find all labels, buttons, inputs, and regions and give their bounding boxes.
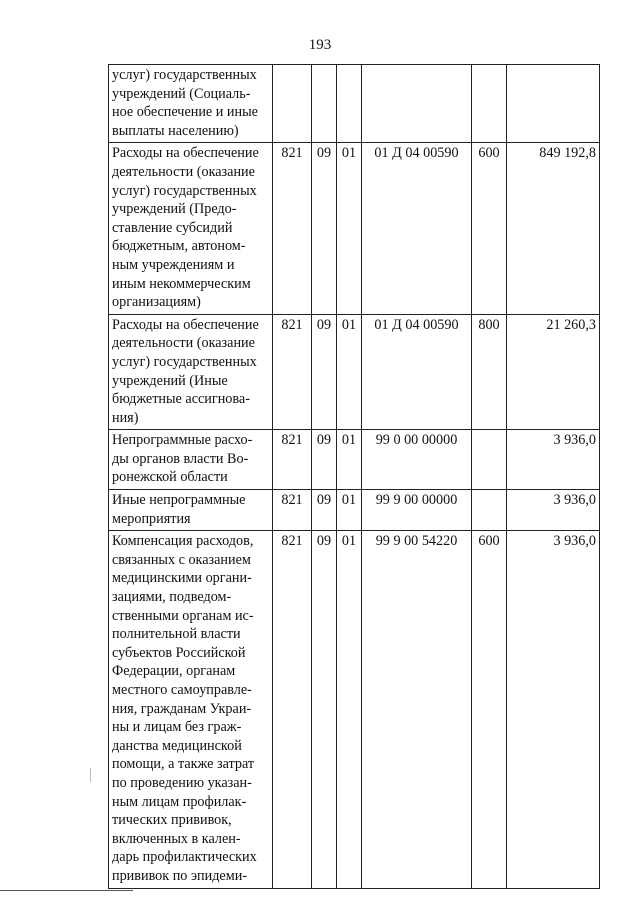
amount-cell bbox=[507, 65, 600, 143]
target-article-cell: 99 9 00 00000 bbox=[362, 490, 472, 531]
section-code-cell: 09 bbox=[312, 531, 337, 888]
section-code-cell: 09 bbox=[312, 490, 337, 531]
expense-type-cell bbox=[472, 430, 507, 490]
amount-cell: 3 936,0 bbox=[507, 490, 600, 531]
page-number: 193 bbox=[308, 37, 332, 53]
expense-type-cell bbox=[472, 65, 507, 143]
subsection-code-cell: 01 bbox=[337, 314, 362, 430]
section-code-cell bbox=[312, 65, 337, 143]
admin-code-cell: 821 bbox=[273, 314, 312, 430]
expense-name-cell: Иные непрограммные мероприятия bbox=[109, 490, 273, 531]
admin-code-cell bbox=[273, 65, 312, 143]
admin-code-cell: 821 bbox=[273, 430, 312, 490]
amount-cell: 3 936,0 bbox=[507, 531, 600, 888]
table-row bbox=[109, 531, 600, 888]
section-code-cell: 09 bbox=[312, 430, 337, 490]
subsection-code-cell bbox=[337, 65, 362, 143]
expense-type-cell: 600 bbox=[472, 143, 507, 314]
expense-name-cell: Непрограммные расхо- ды органов власти Во- ронежской области bbox=[109, 430, 273, 490]
target-article-cell: 99 0 00 00000 bbox=[362, 430, 472, 490]
expense-name-cell: Расходы на обеспечение деятельности (оказание услуг) государственных учреждений (Предо- ставление субсидий бюджетным, автоном- ным учреждениям и иным некоммерческим организациям) bbox=[109, 143, 273, 314]
table-row bbox=[109, 430, 600, 490]
amount-cell: 3 936,0 bbox=[507, 430, 600, 490]
expense-name-cell: Расходы на обеспечение деятельности (оказание услуг) государственных учреждений (Иные бюджетные ассигнова- ния) bbox=[109, 314, 273, 430]
margin-tick-mark bbox=[90, 768, 91, 782]
admin-code-cell: 821 bbox=[273, 490, 312, 531]
admin-code-cell: 821 bbox=[273, 143, 312, 314]
target-article-cell: 99 9 00 54220 bbox=[362, 531, 472, 888]
target-article-cell: 01 Д 04 00590 bbox=[362, 314, 472, 430]
table-row bbox=[109, 65, 600, 143]
amount-cell: 849 192,8 bbox=[507, 143, 600, 314]
section-code-cell: 09 bbox=[312, 314, 337, 430]
expense-name-cell: услуг) государственных учреждений (Социаль- ное обеспечение и иные выплаты населению) bbox=[109, 65, 273, 143]
budget-table bbox=[108, 64, 600, 889]
section-code-cell: 09 bbox=[312, 143, 337, 314]
subsection-code-cell: 01 bbox=[337, 490, 362, 531]
admin-code-cell: 821 bbox=[273, 531, 312, 888]
footnote-separator-line bbox=[0, 890, 133, 891]
subsection-code-cell: 01 bbox=[337, 531, 362, 888]
table-row bbox=[109, 314, 600, 430]
table-row bbox=[109, 490, 600, 531]
target-article-cell bbox=[362, 65, 472, 143]
table-row bbox=[109, 143, 600, 314]
expense-type-cell bbox=[472, 490, 507, 531]
expense-name-cell: Компенсация расходов, связанных с оказанием медицинскими органи- зациями, подведом- ственными органам ис- полнительной власти субъектов Российской Федерации, органам местного самоуправле- ния, гражданам Украи- ны и лицам без граж- данства медицинской помощи, а также затрат по проведению указан- ным лицам профилак- тических прививок, включенных в кален- дарь профилактических прививок по эпидеми- bbox=[109, 531, 273, 888]
expense-type-cell: 600 bbox=[472, 531, 507, 888]
expense-type-cell: 800 bbox=[472, 314, 507, 430]
subsection-code-cell: 01 bbox=[337, 143, 362, 314]
target-article-cell: 01 Д 04 00590 bbox=[362, 143, 472, 314]
amount-cell: 21 260,3 bbox=[507, 314, 600, 430]
subsection-code-cell: 01 bbox=[337, 430, 362, 490]
